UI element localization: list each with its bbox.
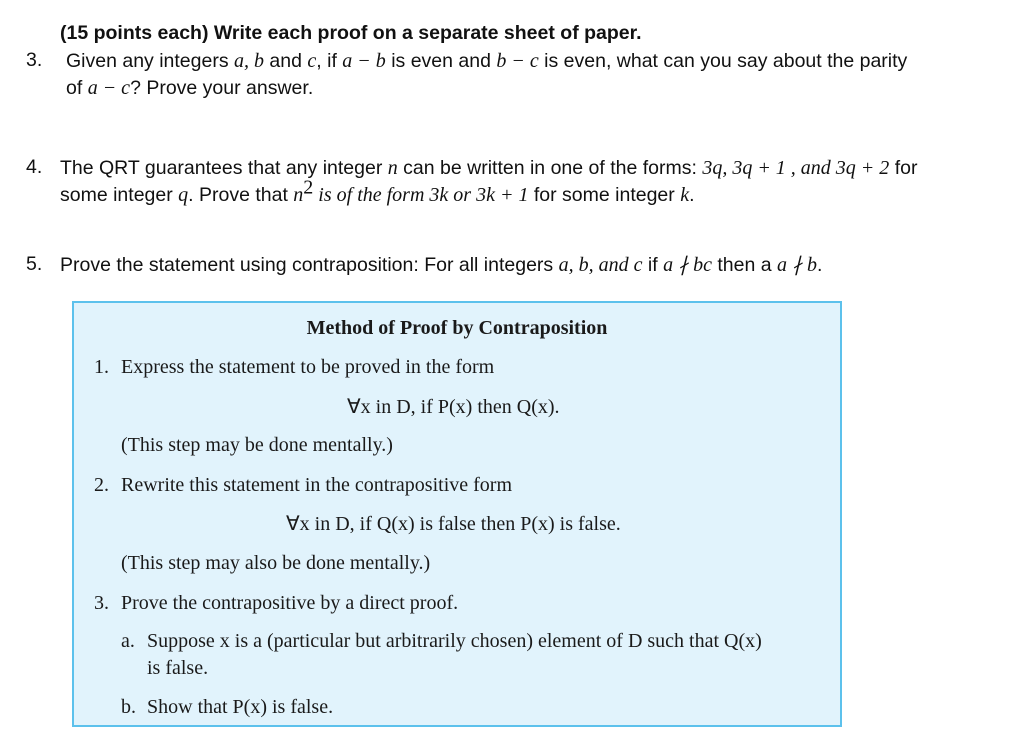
substep-a-line-1: Suppose x is a (particular but arbitrarily chosen) element of D such that Q(x) <box>147 630 762 652</box>
q4-line-2: some integer q. Prove that $n^2$ is of the form 3k or 3k + 1 for some integer k. <box>60 176 695 206</box>
q3-number: 3. <box>26 49 43 71</box>
step-1-number: 1. <box>94 356 109 378</box>
substep-b-text: Show that P(x) is false. <box>147 696 334 718</box>
step-2-formula: ∀x in D, if Q(x) is false then P(x) is false. <box>286 513 621 535</box>
q5-number: 5. <box>26 253 43 275</box>
instructions-heading: (15 points each) Write each proof on a separate sheet of paper. <box>60 22 642 44</box>
q3-line-1: Given any integers a, b and c, if a − b is even and b − c is even, what can you say about the parity <box>66 50 908 72</box>
step-1-formula: ∀x in D, if P(x) then Q(x). <box>347 396 560 418</box>
q5-line: Prove the statement using contraposition: For all integers a, b, and c if a ∤ bc then a a ∤ b. <box>60 254 823 276</box>
q4-number: 4. <box>26 156 43 178</box>
q4-line-1: The QRT guarantees that any integer n can be written in one of the forms: 3q, 3q + 1 , and 3q + 2 for <box>60 157 918 179</box>
method-title: Method of Proof by Contraposition <box>306 317 608 339</box>
method-box <box>72 301 842 727</box>
substep-a-line-2: is false. <box>147 657 209 679</box>
step-1-note: (This step may be done mentally.) <box>121 434 393 456</box>
step-3-number: 3. <box>94 592 109 614</box>
q3-line-2: of a − c? Prove your answer. <box>66 77 314 99</box>
step-1-text: Express the statement to be proved in the form <box>121 356 495 378</box>
step-3-text: Prove the contrapositive by a direct proof. <box>121 592 459 614</box>
step-2-note: (This step may also be done mentally.) <box>121 552 431 574</box>
step-2-text: Rewrite this statement in the contrapositive form <box>121 474 513 496</box>
step-2-number: 2. <box>94 474 109 496</box>
substep-b-label: b. <box>121 696 136 718</box>
substep-a-label: a. <box>121 630 135 652</box>
